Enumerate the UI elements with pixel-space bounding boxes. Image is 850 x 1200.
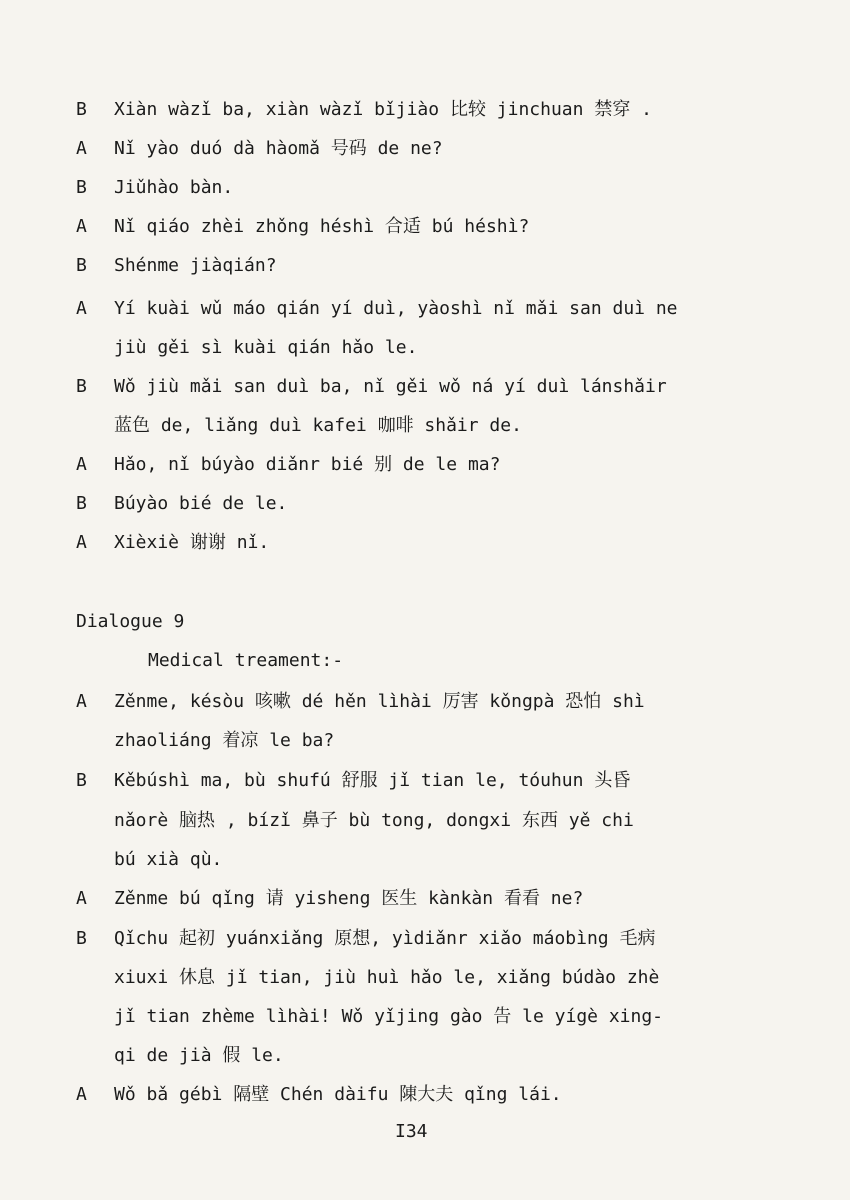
line-text: nǎorè 脑热 , bízǐ 鼻子 bù tong, dongxi 东西 yě chi: [114, 810, 634, 831]
speaker-label: A: [76, 138, 87, 159]
line-text: Shénme jiàqián?: [114, 255, 277, 276]
speaker-label: A: [76, 298, 87, 319]
speaker-label: A: [76, 1084, 87, 1105]
speaker-label: B: [76, 493, 87, 514]
dialogue-heading: Dialogue 9: [76, 611, 185, 632]
speaker-label: A: [76, 216, 87, 237]
line-text: Búyào bié de le.: [114, 493, 288, 514]
speaker-label: B: [76, 928, 87, 949]
speaker-label: A: [76, 888, 87, 909]
speaker-label: A: [76, 691, 87, 712]
speaker-label: B: [76, 376, 87, 397]
line-text: Xièxiè 谢谢 nǐ.: [114, 532, 270, 553]
line-text: Zěnme bú qǐng 请 yisheng 医生 kànkàn 看看 ne?: [114, 888, 584, 909]
line-text: xiuxi 休息 jǐ tian, jiù huì hǎo le, xiǎng búdào zhè: [114, 967, 660, 988]
speaker-label: B: [76, 177, 87, 198]
speaker-label: B: [76, 770, 87, 791]
line-text: Kěbúshì ma, bù shufú 舒服 jǐ tian le, tóuhun 头昏: [114, 770, 631, 791]
line-text: 蓝色 de, liǎng duì kafei 咖啡 shǎir de.: [114, 415, 522, 436]
line-text: Yí kuài wǔ máo qián yí duì, yàoshì nǐ mǎi san duì ne: [114, 298, 678, 319]
speaker-label: B: [76, 255, 87, 276]
line-text: Zěnme, késòu 咳嗽 dé hěn lìhài 厉害 kǒngpà 恐怕 shì: [114, 691, 645, 712]
line-text: qi de jià 假 le.: [114, 1045, 284, 1066]
speaker-label: A: [76, 532, 87, 553]
line-text: bú xià qù.: [114, 849, 223, 870]
line-text: Hǎo, nǐ búyào diǎnr bié 别 de le ma?: [114, 454, 501, 475]
line-text: Qǐchu 起初 yuánxiǎng 原想, yìdiǎnr xiǎo máobìng 毛病: [114, 928, 656, 949]
line-text: jǐ tian zhème lìhài! Wǒ yǐjing gào 告 le yígè xing-: [114, 1006, 664, 1027]
line-text: Nǐ yào duó dà hàomǎ 号码 de ne?: [114, 138, 443, 159]
line-text: Jiǔhào bàn.: [114, 177, 234, 198]
speaker-label: B: [76, 99, 87, 120]
line-text: Xiàn wàzǐ ba, xiàn wàzǐ bǐjiào 比较 jinchuan 禁穿 .: [114, 99, 652, 120]
page-number: I34: [395, 1121, 428, 1142]
speaker-label: A: [76, 454, 87, 475]
line-text: jiù gěi sì kuài qián hǎo le.: [114, 337, 418, 358]
line-text: Wǒ jiù mǎi san duì ba, nǐ gěi wǒ ná yí duì lánshǎir: [114, 376, 667, 397]
line-text: Wǒ bǎ gébì 隔壁 Chén dàifu 陳大夫 qǐng lái.: [114, 1084, 562, 1105]
line-text: zhaoliáng 着凉 le ba?: [114, 730, 335, 751]
line-text: Nǐ qiáo zhèi zhǒng héshì 合适 bú héshì?: [114, 216, 530, 237]
dialogue-subheading: Medical treament:-: [148, 650, 344, 671]
